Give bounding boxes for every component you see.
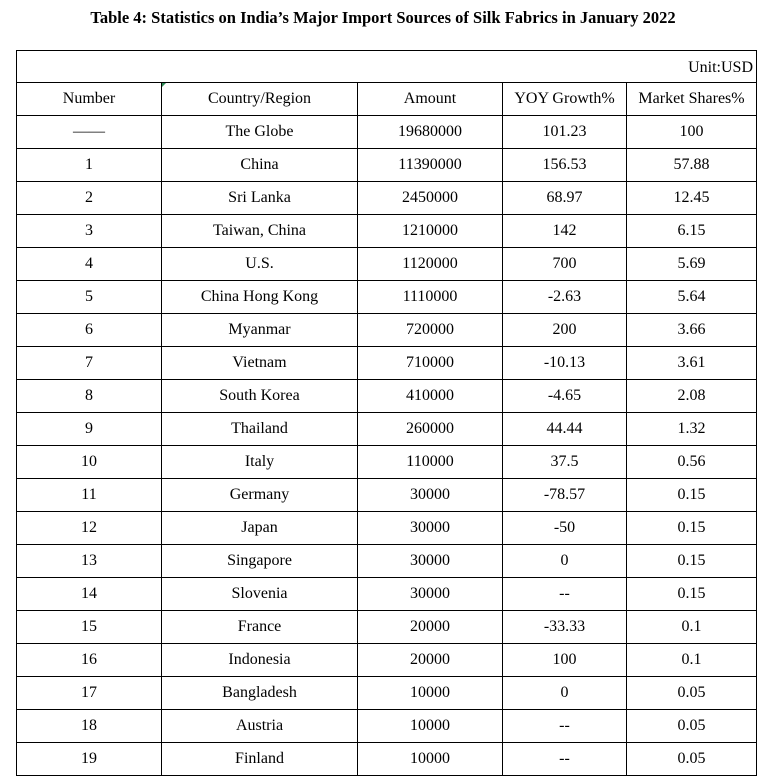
cell-market-share: 0.1 — [627, 611, 757, 644]
cell-amount: 10000 — [358, 743, 503, 776]
cell-number: 12 — [17, 512, 162, 545]
cell-amount: 30000 — [358, 578, 503, 611]
cell-market-share: 0.15 — [627, 545, 757, 578]
cell-yoy-growth: 100 — [503, 644, 627, 677]
cell-country: Singapore — [162, 545, 358, 578]
table-row — [17, 116, 757, 149]
cell-yoy-growth: -2.63 — [503, 281, 627, 314]
cell-country: Sri Lanka — [162, 182, 358, 215]
cell-yoy-growth: 142 — [503, 215, 627, 248]
cell-yoy-growth: 0 — [503, 545, 627, 578]
cell-yoy-growth: 0 — [503, 677, 627, 710]
cell-number: 15 — [17, 611, 162, 644]
cell-number: 6 — [17, 314, 162, 347]
cell-amount: 19680000 — [358, 116, 503, 149]
cell-market-share: 0.05 — [627, 710, 757, 743]
header-number: Number — [17, 83, 162, 116]
cell-amount: 110000 — [358, 446, 503, 479]
cell-amount: 11390000 — [358, 149, 503, 182]
cell-country: China — [162, 149, 358, 182]
cell-number: 10 — [17, 446, 162, 479]
table-row — [17, 644, 757, 677]
cell-number: 11 — [17, 479, 162, 512]
cell-market-share: 2.08 — [627, 380, 757, 413]
table-title: Table 4: Statistics on India’s Major Import Sources of Silk Fabrics in January 2022 — [90, 8, 676, 27]
table-row — [17, 149, 757, 182]
header-row — [17, 83, 757, 116]
cell-yoy-growth: -4.65 — [503, 380, 627, 413]
cell-market-share: 5.64 — [627, 281, 757, 314]
table-row — [17, 248, 757, 281]
cell-number: 7 — [17, 347, 162, 380]
cell-market-share: 100 — [627, 116, 757, 149]
cell-amount: 30000 — [358, 512, 503, 545]
cell-amount: 710000 — [358, 347, 503, 380]
import-sources-table — [16, 50, 757, 776]
cell-amount: 410000 — [358, 380, 503, 413]
cell-yoy-growth: 101.23 — [503, 116, 627, 149]
cell-country: Thailand — [162, 413, 358, 446]
cell-yoy-growth: -- — [503, 710, 627, 743]
table-row — [17, 479, 757, 512]
table-row — [17, 611, 757, 644]
table-row — [17, 578, 757, 611]
cell-market-share: 57.88 — [627, 149, 757, 182]
table-row — [17, 743, 757, 776]
table-row — [17, 413, 757, 446]
cell-country: Italy — [162, 446, 358, 479]
table-row — [17, 182, 757, 215]
cell-market-share: 0.56 — [627, 446, 757, 479]
cell-market-share: 3.66 — [627, 314, 757, 347]
cell-number: 9 — [17, 413, 162, 446]
cell-number: 13 — [17, 545, 162, 578]
cell-number: 3 — [17, 215, 162, 248]
cell-market-share: 5.69 — [627, 248, 757, 281]
cell-country: South Korea — [162, 380, 358, 413]
cell-country: Germany — [162, 479, 358, 512]
cell-amount: 1210000 — [358, 215, 503, 248]
cell-number: 16 — [17, 644, 162, 677]
cell-amount: 10000 — [358, 677, 503, 710]
cell-yoy-growth: -- — [503, 578, 627, 611]
cell-amount: 10000 — [358, 710, 503, 743]
header-share: Market Shares% — [627, 83, 757, 116]
cell-yoy-growth: 156.53 — [503, 149, 627, 182]
table-row — [17, 512, 757, 545]
table-row — [17, 347, 757, 380]
unit-label: Unit:USD — [17, 51, 757, 83]
table-row — [17, 314, 757, 347]
cell-yoy-growth: -50 — [503, 512, 627, 545]
cell-amount: 1110000 — [358, 281, 503, 314]
cell-yoy-growth: 200 — [503, 314, 627, 347]
cell-yoy-growth: -- — [503, 743, 627, 776]
cell-yoy-growth: -33.33 — [503, 611, 627, 644]
cell-amount: 2450000 — [358, 182, 503, 215]
cell-country: Indonesia — [162, 644, 358, 677]
table-row — [17, 710, 757, 743]
cell-market-share: 3.61 — [627, 347, 757, 380]
cell-number: 19 — [17, 743, 162, 776]
cell-market-share: 0.15 — [627, 479, 757, 512]
cell-market-share: 0.05 — [627, 677, 757, 710]
cell-amount: 1120000 — [358, 248, 503, 281]
table-row — [17, 380, 757, 413]
cell-market-share: 1.32 — [627, 413, 757, 446]
cell-number: 18 — [17, 710, 162, 743]
cell-yoy-growth: -78.57 — [503, 479, 627, 512]
cell-amount: 30000 — [358, 545, 503, 578]
cell-amount: 20000 — [358, 644, 503, 677]
cell-amount: 20000 — [358, 611, 503, 644]
cell-yoy-growth: 44.44 — [503, 413, 627, 446]
cell-market-share: 6.15 — [627, 215, 757, 248]
cell-country: U.S. — [162, 248, 358, 281]
cell-amount: 720000 — [358, 314, 503, 347]
cell-market-share: 0.1 — [627, 644, 757, 677]
cell-yoy-growth: -10.13 — [503, 347, 627, 380]
cell-country: France — [162, 611, 358, 644]
cell-number: 2 — [17, 182, 162, 215]
cell-country: Vietnam — [162, 347, 358, 380]
cell-number: 17 — [17, 677, 162, 710]
cell-yoy-growth: 700 — [503, 248, 627, 281]
cell-number: 1 — [17, 149, 162, 182]
cell-country: The Globe — [162, 116, 358, 149]
header-amount: Amount — [358, 83, 503, 116]
table-row — [17, 545, 757, 578]
cell-market-share: 0.15 — [627, 578, 757, 611]
unit-row — [17, 51, 757, 83]
cell-amount: 260000 — [358, 413, 503, 446]
cell-number: —— — [17, 116, 162, 149]
table-row — [17, 215, 757, 248]
table-row — [17, 677, 757, 710]
cell-country: Finland — [162, 743, 358, 776]
cell-country: Taiwan, China — [162, 215, 358, 248]
cell-market-share: 0.15 — [627, 512, 757, 545]
cell-yoy-growth: 68.97 — [503, 182, 627, 215]
cell-market-share: 12.45 — [627, 182, 757, 215]
cell-number: 5 — [17, 281, 162, 314]
cell-country: Austria — [162, 710, 358, 743]
cell-country: Myanmar — [162, 314, 358, 347]
cell-market-share: 0.05 — [627, 743, 757, 776]
cell-number: 14 — [17, 578, 162, 611]
header-country: Country/Region — [162, 83, 358, 116]
cell-amount: 30000 — [358, 479, 503, 512]
cell-country: Japan — [162, 512, 358, 545]
cell-country: Slovenia — [162, 578, 358, 611]
cell-number: 4 — [17, 248, 162, 281]
cell-country: China Hong Kong — [162, 281, 358, 314]
cell-country: Bangladesh — [162, 677, 358, 710]
table-row — [17, 446, 757, 479]
cell-number: 8 — [17, 380, 162, 413]
header-yoy: YOY Growth% — [503, 83, 627, 116]
cell-yoy-growth: 37.5 — [503, 446, 627, 479]
table-row — [17, 281, 757, 314]
